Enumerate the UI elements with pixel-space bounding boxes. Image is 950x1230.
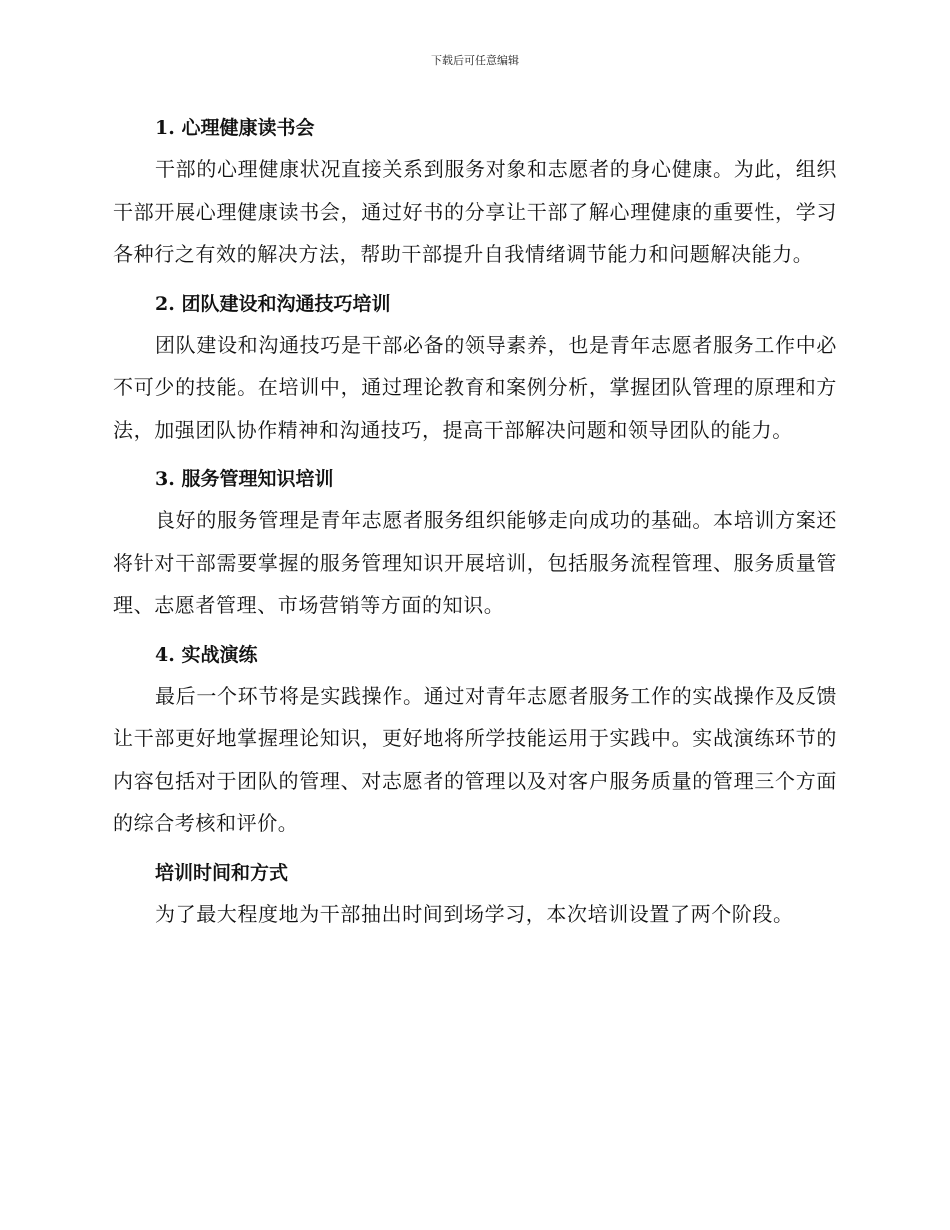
document-body bbox=[113, 108, 837, 935]
section-paragraph-1: 干部的心理健康状况直接关系到服务对象和志愿者的身心健康。为此，组织干部开展心理健康读书会，通过好书的分享让干部了解心理健康的重要性，学习各种行之有效的解决方法，帮助干部提升自我情绪调节能力和问题解决能力。 bbox=[113, 157, 837, 266]
section-heading-2: 2. 团队建设和沟通技巧培训 bbox=[155, 292, 391, 315]
section-heading-4: 4. 实战演练 bbox=[155, 643, 258, 666]
section-paragraph-2: 团队建设和沟通技巧是干部必备的领导素养，也是青年志愿者服务工作中必不可少的技能。在培训中，通过理论教育和案例分析，掌握团队管理的原理和方法，加强团队协作精神和沟通技巧，提高干部解决问题和领导团队的能力。 bbox=[113, 332, 837, 442]
section-paragraph-4: 最后一个环节将是实践操作。通过对青年志愿者服务工作的实战操作及反馈让干部更好地掌握理论知识，更好地将所学技能运用于实践中。实战演练环节的内容包括对于团队的管理、对志愿者的管理以及对客户服务质量的管理三个方面的综合考核和评价。 bbox=[113, 683, 837, 835]
page-header-note: 下载后可任意编辑 bbox=[431, 54, 519, 67]
section-heading-5: 培训时间和方式 bbox=[155, 861, 289, 884]
section-paragraph-5: 为了最大程度地为干部抽出时间到场学习，本次培训设置了两个阶段。 bbox=[155, 901, 794, 926]
section-paragraph-3: 良好的服务管理是青年志愿者服务组织能够走向成功的基础。本培训方案还将针对干部需要掌握的服务管理知识开展培训，包括服务流程管理、服务质量管理、志愿者管理、市场营销等方面的知识。 bbox=[113, 508, 837, 617]
section-heading-3: 3. 服务管理知识培训 bbox=[155, 468, 334, 490]
section-heading-1: 1. 心理健康读书会 bbox=[155, 117, 315, 139]
